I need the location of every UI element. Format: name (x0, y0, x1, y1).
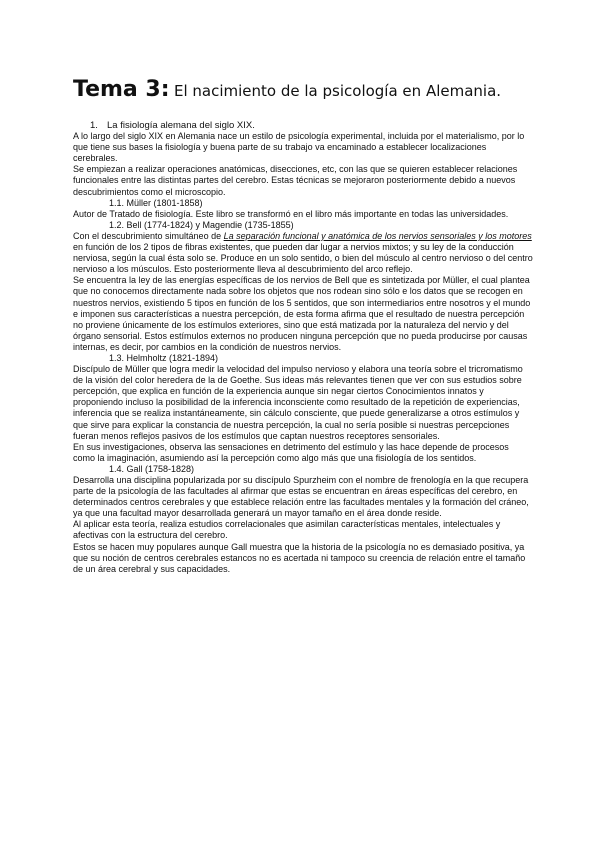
paragraph: Al aplicar esta teoría, realiza estudios correlacionales que asimilan características mentales, intelectuales y afectivas con la estructura del cerebro. (73, 519, 501, 541)
section-heading-1 (73, 120, 533, 131)
paragraph: Estos se hacen muy populares aunque Gall muestra que la historia de la psicología no es demasiado positiva, ya que su noción de centros cerebrales estancos no es acertada ni tampoco su creencia de relación entre el tamaño de un área cerebral y sus capacidades. (73, 541, 526, 574)
section-title: La fisiología alemana del siglo XIX. (107, 120, 255, 131)
page-title (73, 77, 501, 102)
title-rest: El nacimiento de la psicología en Alemania. (174, 82, 502, 100)
paragraph: Se empiezan a realizar operaciones anatómicas, disecciones, etc, con las que se quieren establecer relaciones funcionales entre las distintas partes del cerebro. Estas técnicas se mejoraron posteriormente debido a nuevos descubrimientos como el microscopio. (73, 164, 518, 197)
title-bold: Tema 3: (73, 77, 170, 102)
paragraph: Autor de Tratado de fisiología. Este libro se transformó en el libro más importante en todas las universidades. (73, 208, 509, 219)
paragraph: A lo largo del siglo XIX en Alemania nace un estilo de psicología experimental, incluida por el materialismo, por lo que tiene sus bases la fisiología y buena parte de su trabajo va encaminado a establecer localizaciones cerebrales. (73, 131, 525, 164)
paragraph (73, 231, 533, 275)
subsection-heading: 1.3. Helmholtz (1821-1894) (109, 352, 219, 363)
paragraph: En sus investigaciones, observa las sensaciones en detrimento del estímulo y las hace depende de procesos como la imaginación, asumiendo así la percepción como algo más que una fisiología de los sentidos. (73, 441, 509, 463)
subsection-heading: 1.4. Gall (1758-1828) (109, 463, 195, 474)
paragraph: Desarrolla una disciplina popularizada por su discípulo Spurzheim con el nombre de frenología en la que recupera parte de la psicología de las facultades al afirmar que estas se encuentran en áreas específicas del cerebro, en determinados centros cerebrales y que establece relación entre las facultades mentales y la formación del cráneo, ya que una facultad mayor desarrollada generará un mayor tamaño en el área donde reside. (73, 475, 529, 519)
paragraph-text: Con el descubrimiento simultáneo de (73, 230, 222, 241)
document-body (73, 120, 533, 575)
underlined-phrase: La separación funcional y anatómica de los nervios sensoriales y los motores (223, 230, 532, 241)
subsection-heading: 1.2. Bell (1774-1824) y Magendie (1735-1855) (109, 219, 294, 230)
paragraph-text: en función de los 2 tipos de fibras existentes, que pueden dar lugar a nervios mixtos; y su ley de la conducción nerviosa, según la cual ésta solo se. Produce en un solo sentido, o bien del músculo al centro nervioso o del centro nervioso a los músculos. Esto posteriormente lleva al descubrimiento del arco reflejo. (73, 242, 533, 275)
section-number: 1. (90, 120, 98, 131)
paragraph: Se encuentra la ley de las energías específicas de los nervios de Bell que es sintetizada por Müller, el cual plantea que no conocemos directamente nada sobre los objetos que nos rodean sino sólo e los datos que se recogen en nuestros nervios, existiendo 5 tipos en función de los 5 sentidos, que son intermediarios entre nosotros y el mundo e imponen sus características a nuestra percepción, de esta forma afirma que el resultado de nuestra percepción no proviene únicamente de los estímulos exteriores, sino que está matizada por la naturaleza del nervio y del órgano sensorial. Estos estímulos externos no producen ninguna percepción que no pueda producirse por causas internas, es decir, por cambios en la condición de nuestros nervios. (73, 275, 531, 352)
subsection-heading: 1.1. Müller (1801-1858) (109, 197, 203, 208)
paragraph: Discípulo de Müller que logra medir la velocidad del impulso nervioso y elabora una teoría sobre el tricromatismo de la visión del color heredera de la de Goethe. Sus ideas más relevantes tienen que ver con sus estudios sobre percepción, que explica en función de la experiencia aunque sin negar ciertos Conocimientos innatos y proponiendo incluso la posibilidad de la inferencia inconsciente como resultado de la repetición de experiencias, inferencia que se realiza instantáneamente, sin cálculo consciente, que puede generalizarse a otros estímulos y que sirve para explicar la constancia de nuestra percepción, la cual no sería posible si nuestras percepciones fueran menos reflejos pasivos de los estímulos que captan nuestros receptores sensoriales. (73, 364, 523, 441)
